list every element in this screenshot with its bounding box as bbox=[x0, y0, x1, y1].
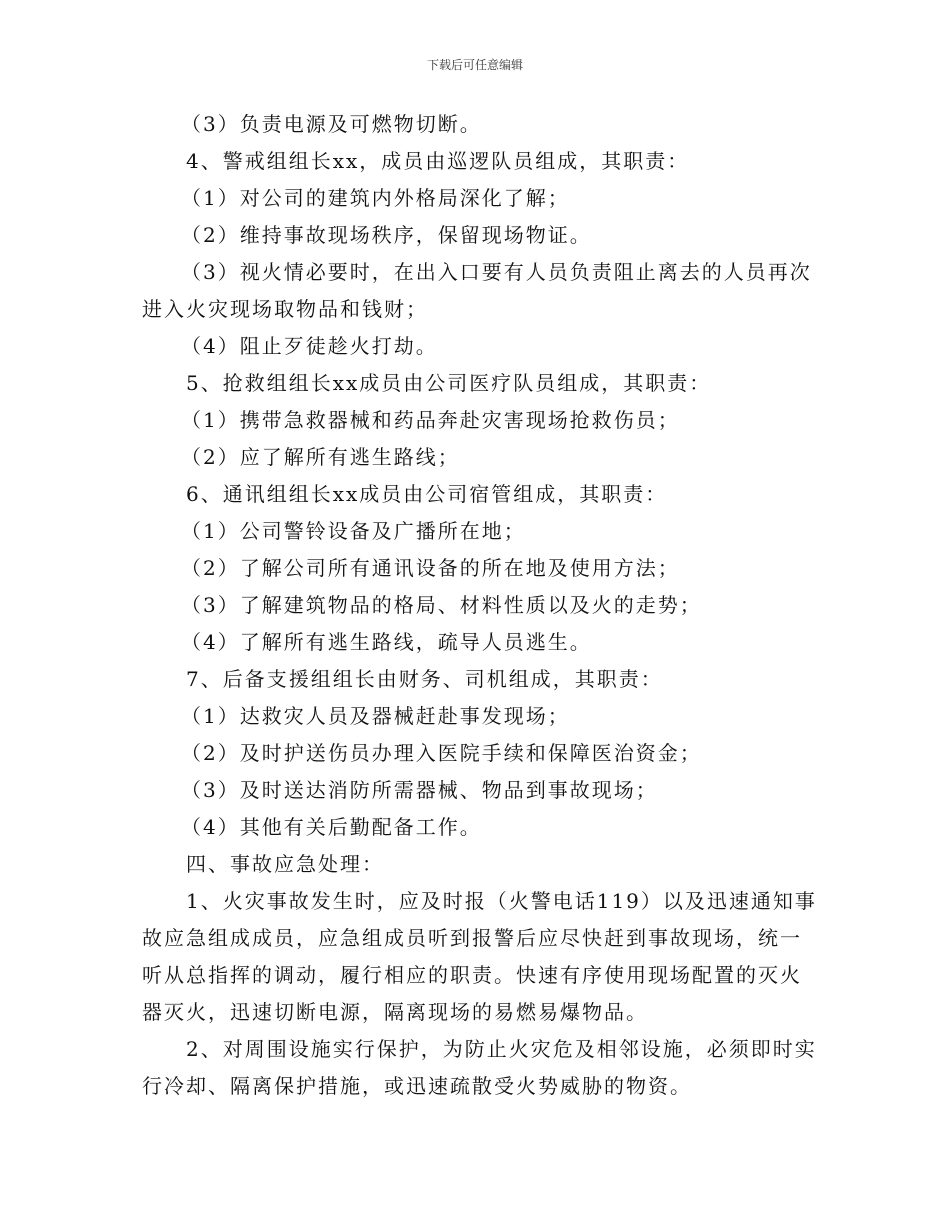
text-line: （2）应了解所有逃生路线； bbox=[181, 445, 460, 469]
text-line: 5、抢救组组长xx成员由公司医疗队员组成，其职责： bbox=[186, 371, 712, 395]
text-line: 6、通讯组组长xx成员由公司宿管组成，其职责： bbox=[186, 482, 668, 506]
text-line: （2）了解公司所有通讯设备的所在地及使用方法； bbox=[181, 556, 680, 580]
text-line: （4）其他有关后勤配备工作。 bbox=[181, 815, 482, 839]
text-line: 听从总指挥的调动，履行相应的职责。快速有序使用现场配置的灭火 bbox=[142, 963, 802, 987]
text-line: （1）公司警铃设备及广播所在地； bbox=[181, 519, 526, 543]
text-line: （3）视火情必要时，在出入口要有人员负责阻止离去的人员再次 bbox=[181, 260, 812, 284]
text-line: （4）了解所有逃生路线，疏导人员逃生。 bbox=[181, 630, 592, 654]
text-line: 进入火灾现场取物品和钱财； bbox=[142, 297, 428, 321]
text-line: （1）达救灾人员及器械赶赴事发现场； bbox=[181, 704, 570, 728]
text-line: （2）维持事故现场秩序，保留现场物证。 bbox=[181, 223, 592, 247]
text-line: （1）携带急救器械和药品奔赴灾害现场抢救伤员； bbox=[181, 408, 680, 432]
text-line: （2）及时护送伤员办理入医院手续和保障医治资金； bbox=[181, 741, 702, 765]
text-line: 故应急组成成员，应急组成员听到报警后应尽快赶到事故现场，统一 bbox=[142, 926, 802, 950]
text-line: 4、警戒组组长xx，成员由巡逻队员组成，其职责： bbox=[186, 149, 690, 173]
page-header-note: 下载后可任意编辑 bbox=[426, 58, 523, 72]
text-line: 器灭火，迅速切断电源，隔离现场的易燃易爆物品。 bbox=[142, 1000, 648, 1024]
text-line: （1）对公司的建筑内外格局深化了解； bbox=[181, 186, 570, 210]
text-line: 2、对周围设施实行保护，为防止火灾危及相邻设施，必须即时实 bbox=[186, 1037, 817, 1061]
text-line: （3）了解建筑物品的格局、材料性质以及火的走势； bbox=[181, 593, 702, 617]
text-line: （3）负责电源及可燃物切断。 bbox=[181, 112, 482, 136]
section-heading: 四、事故应急处理： bbox=[186, 852, 384, 876]
text-line: （3）及时送达消防所需器械、物品到事故现场； bbox=[181, 778, 658, 802]
text-line: 1、火灾事故发生时，应及时报（火警电话119）以及迅速通知事 bbox=[186, 889, 817, 913]
text-line: 行冷却、隔离保护措施，或迅速疏散受火势威胁的物资。 bbox=[142, 1074, 692, 1098]
text-line: 7、后备支援组组长由财务、司机组成，其职责： bbox=[186, 667, 663, 691]
text-line: （4）阻止歹徒趁火打劫。 bbox=[181, 334, 438, 358]
